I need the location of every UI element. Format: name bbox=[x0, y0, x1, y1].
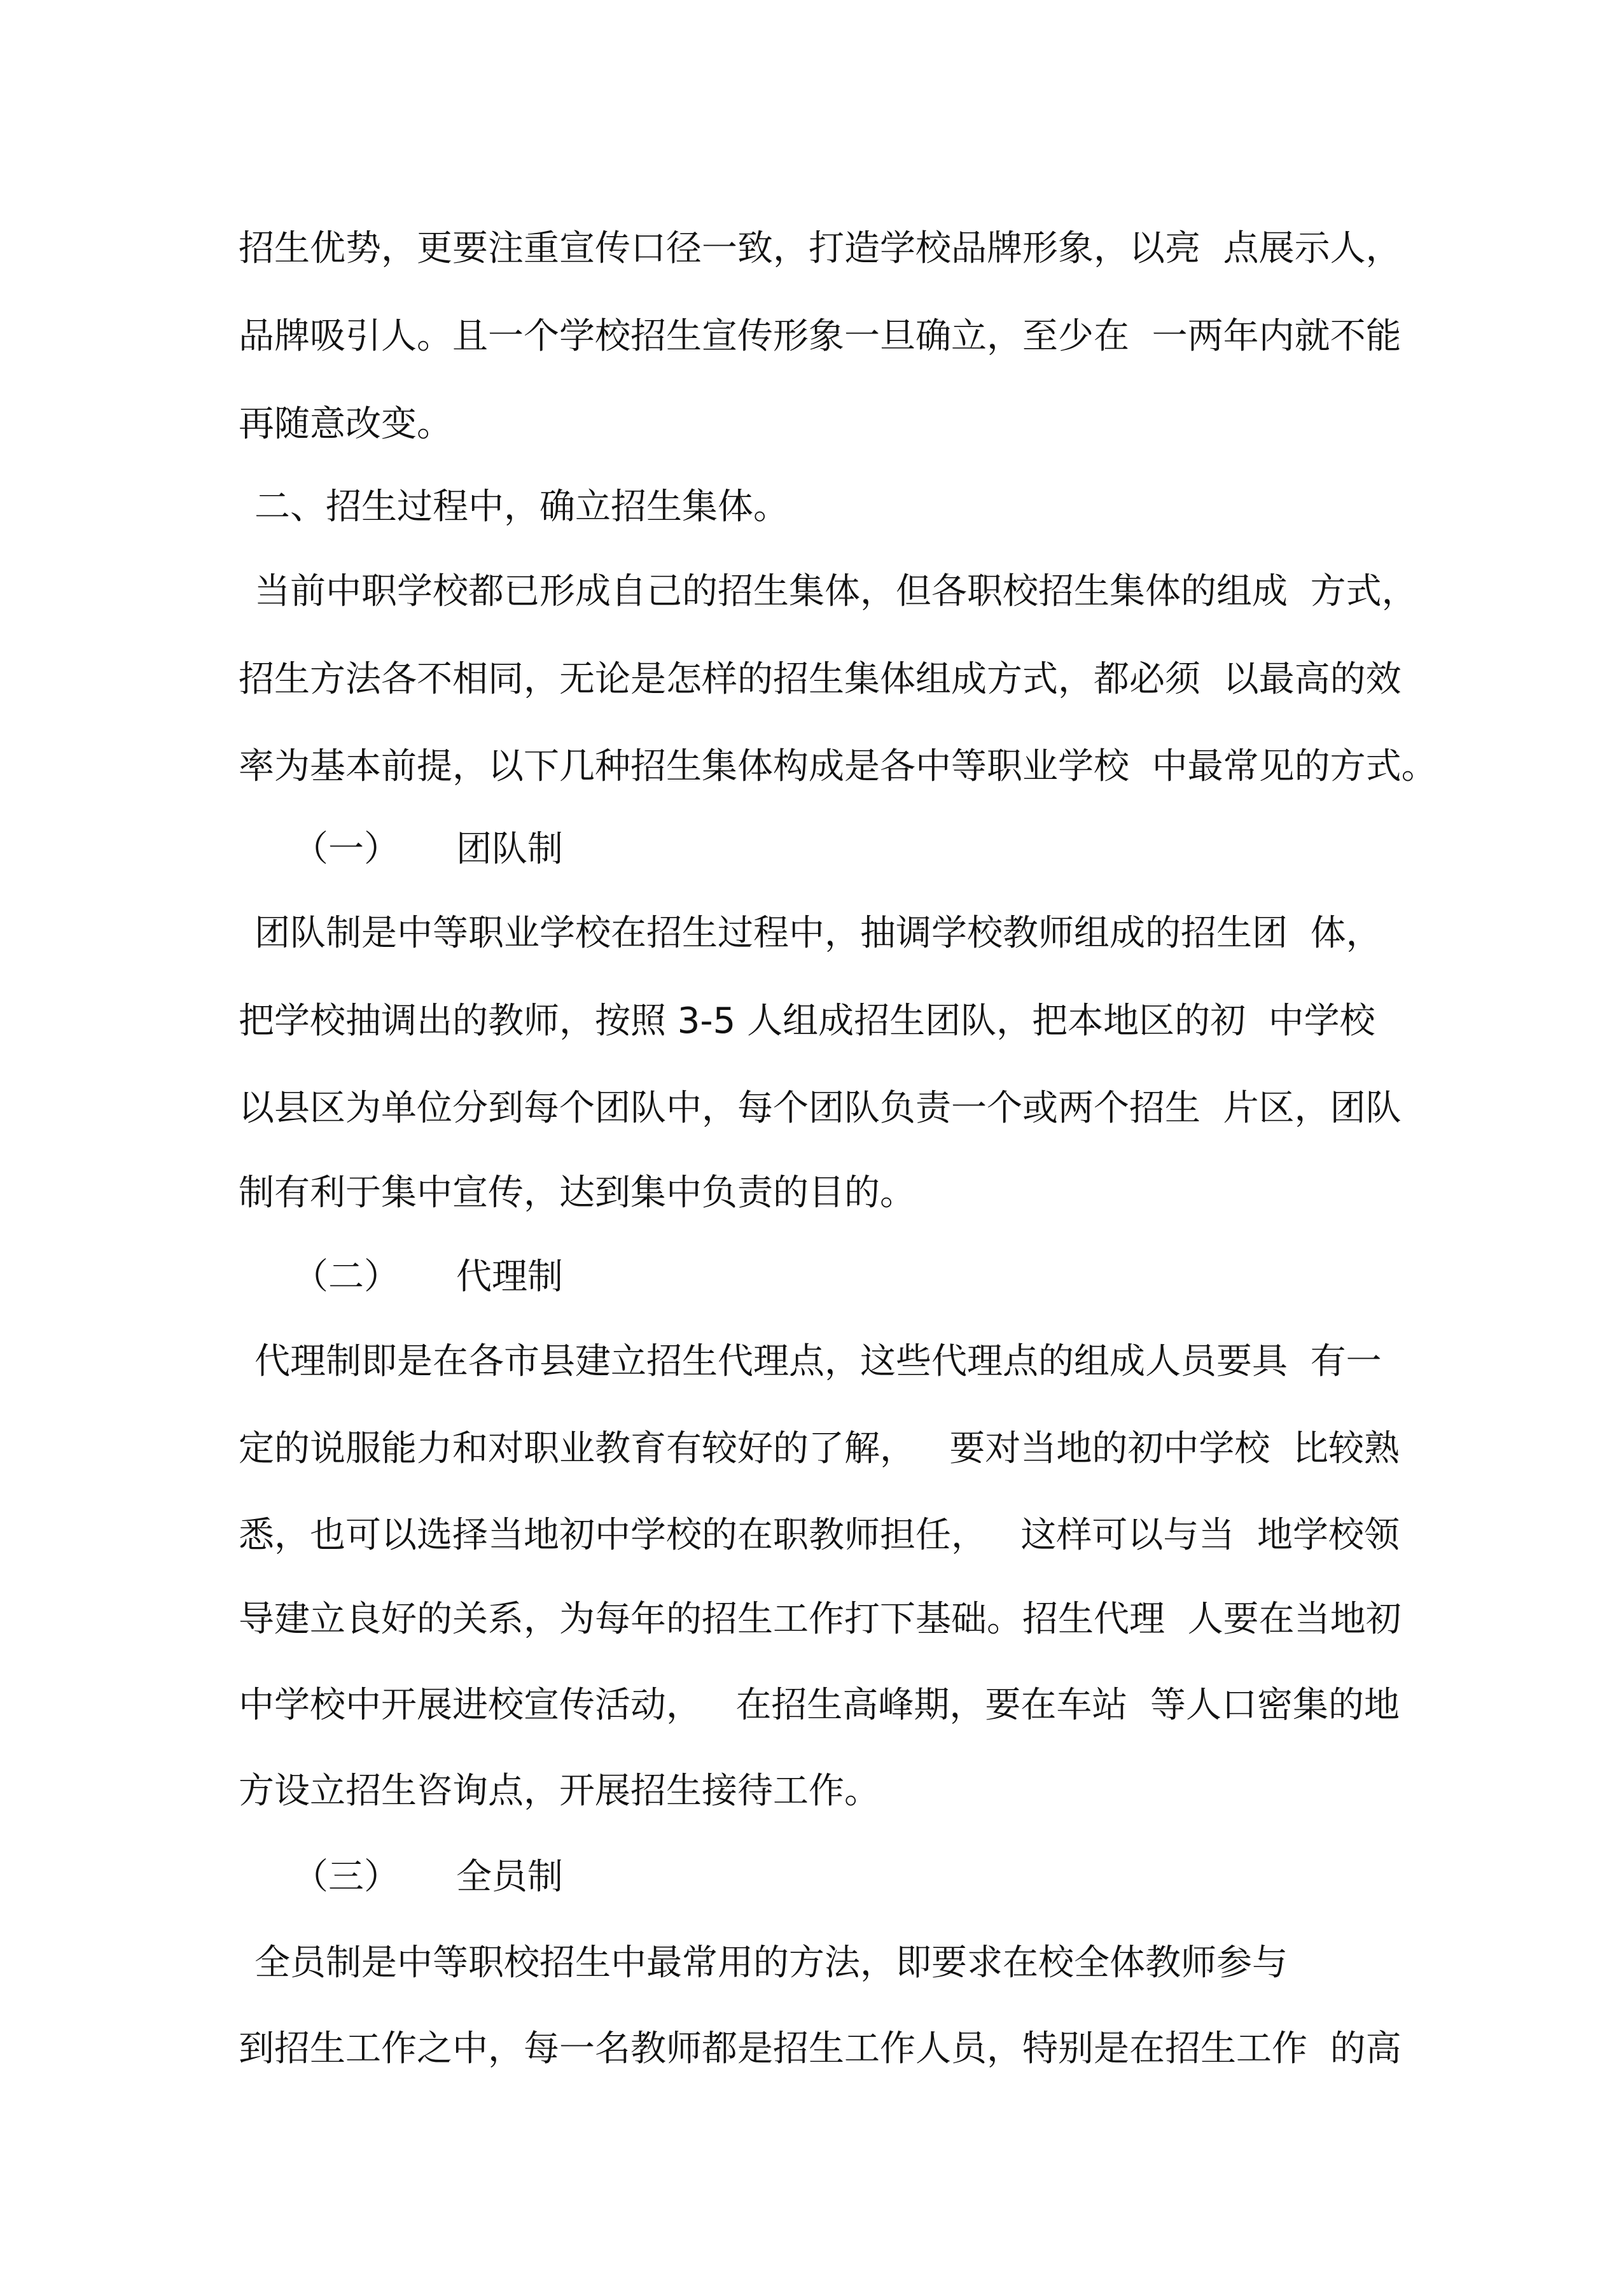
paragraph-line: 悉，也可以选择当地初中学校的在职教师担任， 这样可以与当 地学校领 bbox=[239, 1515, 1400, 1556]
paragraph-line: 再随意改变。 bbox=[239, 403, 452, 445]
paragraph-line: 当前中职学校都已形成自己的招生集体，但各职校招生集体的组成 方式， bbox=[254, 571, 1417, 612]
paragraph-line: 导建立良好的关系，为每年的招生工作打下基础。招生代理 人要在当地初 bbox=[239, 1599, 1402, 1640]
paragraph-line: 到招生工作之中，每一名教师都是招生工作人员，特别是在招生工作 的高 bbox=[239, 2028, 1402, 2069]
section-heading: 二、招生过程中，确立招生集体。 bbox=[254, 486, 789, 528]
paragraph-line: 中学校中开展进校宣传活动， 在招生高峰期，要在车站 等人口密集的地 bbox=[239, 1684, 1400, 1726]
paragraph-line: 招生优势，更要注重宣传口径一致，打造学校品牌形象，以亮 点展示人， bbox=[239, 228, 1402, 269]
paragraph-line: 以县区为单位分到每个团队中，每个团队负责一个或两个招生 片区，团队 bbox=[239, 1088, 1402, 1129]
paragraph-line: 团队制是中等职业学校在招生过程中，抽调学校教师组成的招生团 体， bbox=[254, 913, 1382, 954]
paragraph-line: 定的说服能力和对职业教育有较好的了解， 要对当地的初中学校 比较熟 bbox=[239, 1428, 1400, 1469]
subsection-heading: （三） 全员制 bbox=[293, 1856, 564, 1898]
subsection-heading: （一） 团队制 bbox=[293, 829, 564, 870]
paragraph-line: 把学校抽调出的教师，按照 3-5 人组成招生团队，把本地区的初 中学校 bbox=[239, 1000, 1375, 1042]
subsection-heading: （二） 代理制 bbox=[293, 1256, 564, 1298]
paragraph-line: 制有利于集中宣传，达到集中负责的目的。 bbox=[239, 1172, 915, 1214]
paragraph-line: 代理制即是在各市县建立招生代理点，这些代理点的组成人员要具 有一 bbox=[254, 1341, 1382, 1382]
paragraph-line: 率为基本前提，以下几种招生集体构成是各中等职业学校 中最常见的方式。 bbox=[239, 746, 1437, 787]
paragraph-line: 方设立招生咨询点，开展招生接待工作。 bbox=[239, 1770, 880, 1812]
paragraph-line: 品牌吸引人。且一个学校招生宣传形象一旦确立，至少在 一两年内就不能 bbox=[239, 316, 1402, 357]
paragraph-line: 全员制是中等职校招生中最常用的方法，即要求在校全体教师参与 bbox=[254, 1942, 1288, 1984]
paragraph-line: 招生方法各不相同，无论是怎样的招生集体组成方式，都必须 以最高的效 bbox=[239, 659, 1402, 700]
